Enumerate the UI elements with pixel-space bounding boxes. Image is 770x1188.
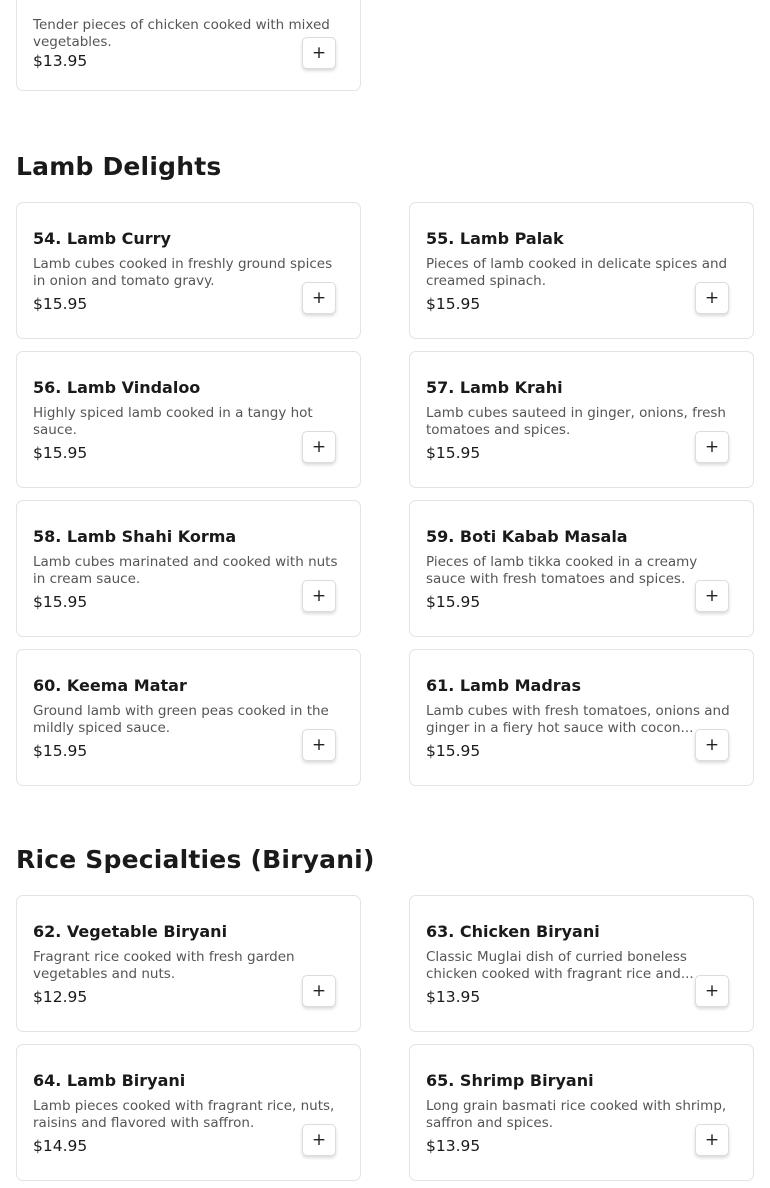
item-description: Lamb pieces cooked with fragrant rice, nuts, raisins and flavored with saffron. [33, 1098, 335, 1131]
item-price: $15.95 [33, 444, 88, 462]
add-to-cart-button[interactable]: + [695, 431, 729, 463]
item-description: Highly spiced lamb cooked in a tangy hot sauce. [33, 405, 313, 438]
item-price: $12.95 [33, 988, 88, 1006]
menu-item-card[interactable] [16, 895, 361, 1032]
add-to-cart-button[interactable]: + [302, 975, 336, 1007]
item-price: $15.95 [33, 593, 88, 611]
item-name: 57. Lamb Krahi [426, 378, 563, 397]
item-price: $15.95 [33, 742, 88, 760]
item-name: 55. Lamb Palak [426, 229, 564, 248]
item-price: $14.95 [33, 1137, 88, 1155]
item-price: $15.95 [426, 742, 481, 760]
add-to-cart-button[interactable]: + [302, 1124, 336, 1156]
item-name: 65. Shrimp Biryani [426, 1071, 594, 1090]
add-to-cart-button[interactable]: + [695, 580, 729, 612]
menu-item-card[interactable] [409, 351, 754, 488]
section-title-rice-specialties: Rice Specialties (Biryani) [16, 845, 375, 874]
add-to-cart-button[interactable]: + [695, 1124, 729, 1156]
item-name: 64. Lamb Biryani [33, 1071, 186, 1090]
menu-item-card[interactable] [16, 351, 361, 488]
menu-item-card[interactable] [409, 500, 754, 637]
item-description: Fragrant rice cooked with fresh garden vegetables and nuts. [33, 949, 295, 982]
item-description: Long grain basmati rice cooked with shrimp, saffron and spices. [426, 1098, 727, 1131]
item-price: $15.95 [33, 295, 88, 313]
item-name: 58. Lamb Shahi Korma [33, 527, 237, 546]
menu-item-card[interactable] [16, 0, 361, 91]
item-description: Lamb cubes cooked in freshly ground spices in onion and tomato gravy. [33, 256, 333, 289]
add-to-cart-button[interactable]: + [302, 431, 336, 463]
item-description: Classic Muglai dish of curried boneless chicken cooked with fragrant rice and... [426, 949, 694, 982]
add-to-cart-button[interactable]: + [302, 729, 336, 761]
item-name: 59. Boti Kabab Masala [426, 527, 628, 546]
add-to-cart-button[interactable]: + [695, 282, 729, 314]
menu-item-card[interactable] [16, 202, 361, 339]
item-price: $13.95 [426, 988, 481, 1006]
menu-item-card[interactable] [409, 202, 754, 339]
item-description: Lamb cubes sauteed in ginger, onions, fresh tomatoes and spices. [426, 405, 726, 438]
item-price: $13.95 [33, 52, 88, 70]
menu-item-card[interactable] [16, 649, 361, 786]
item-price: $15.95 [426, 593, 481, 611]
item-description: Pieces of lamb tikka cooked in a creamy sauce with fresh tomatoes and spices. [426, 554, 698, 587]
add-to-cart-button[interactable]: + [695, 729, 729, 761]
menu-item-card[interactable] [16, 500, 361, 637]
item-description: Pieces of lamb cooked in delicate spices and creamed spinach. [426, 256, 728, 289]
item-name: 63. Chicken Biryani [426, 922, 600, 941]
section-title-lamb-delights: Lamb Delights [16, 152, 222, 181]
item-description: Lamb cubes marinated and cooked with nuts in cream sauce. [33, 554, 338, 587]
item-price: $15.95 [426, 444, 481, 462]
add-to-cart-button[interactable]: + [302, 37, 336, 69]
item-name: 56. Lamb Vindaloo [33, 378, 201, 397]
add-to-cart-button[interactable]: + [302, 580, 336, 612]
item-price: $13.95 [426, 1137, 481, 1155]
menu-item-card[interactable] [16, 1044, 361, 1181]
item-name: 54. Lamb Curry [33, 229, 171, 248]
item-description: Ground lamb with green peas cooked in the mildly spiced sauce. [33, 703, 329, 736]
item-name: 60. Keema Matar [33, 676, 187, 695]
item-name: 62. Vegetable Biryani [33, 922, 228, 941]
add-to-cart-button[interactable]: + [302, 282, 336, 314]
menu-item-card[interactable] [409, 895, 754, 1032]
add-to-cart-button[interactable]: + [695, 975, 729, 1007]
menu-item-card[interactable] [409, 1044, 754, 1181]
item-price: $15.95 [426, 295, 481, 313]
item-description: Lamb cubes with fresh tomatoes, onions and ginger in a fiery hot sauce with cocon... [426, 703, 730, 736]
item-description: Tender pieces of chicken cooked with mixed vegetables. [33, 17, 330, 50]
menu-item-card[interactable] [409, 649, 754, 786]
item-name: 61. Lamb Madras [426, 676, 581, 695]
